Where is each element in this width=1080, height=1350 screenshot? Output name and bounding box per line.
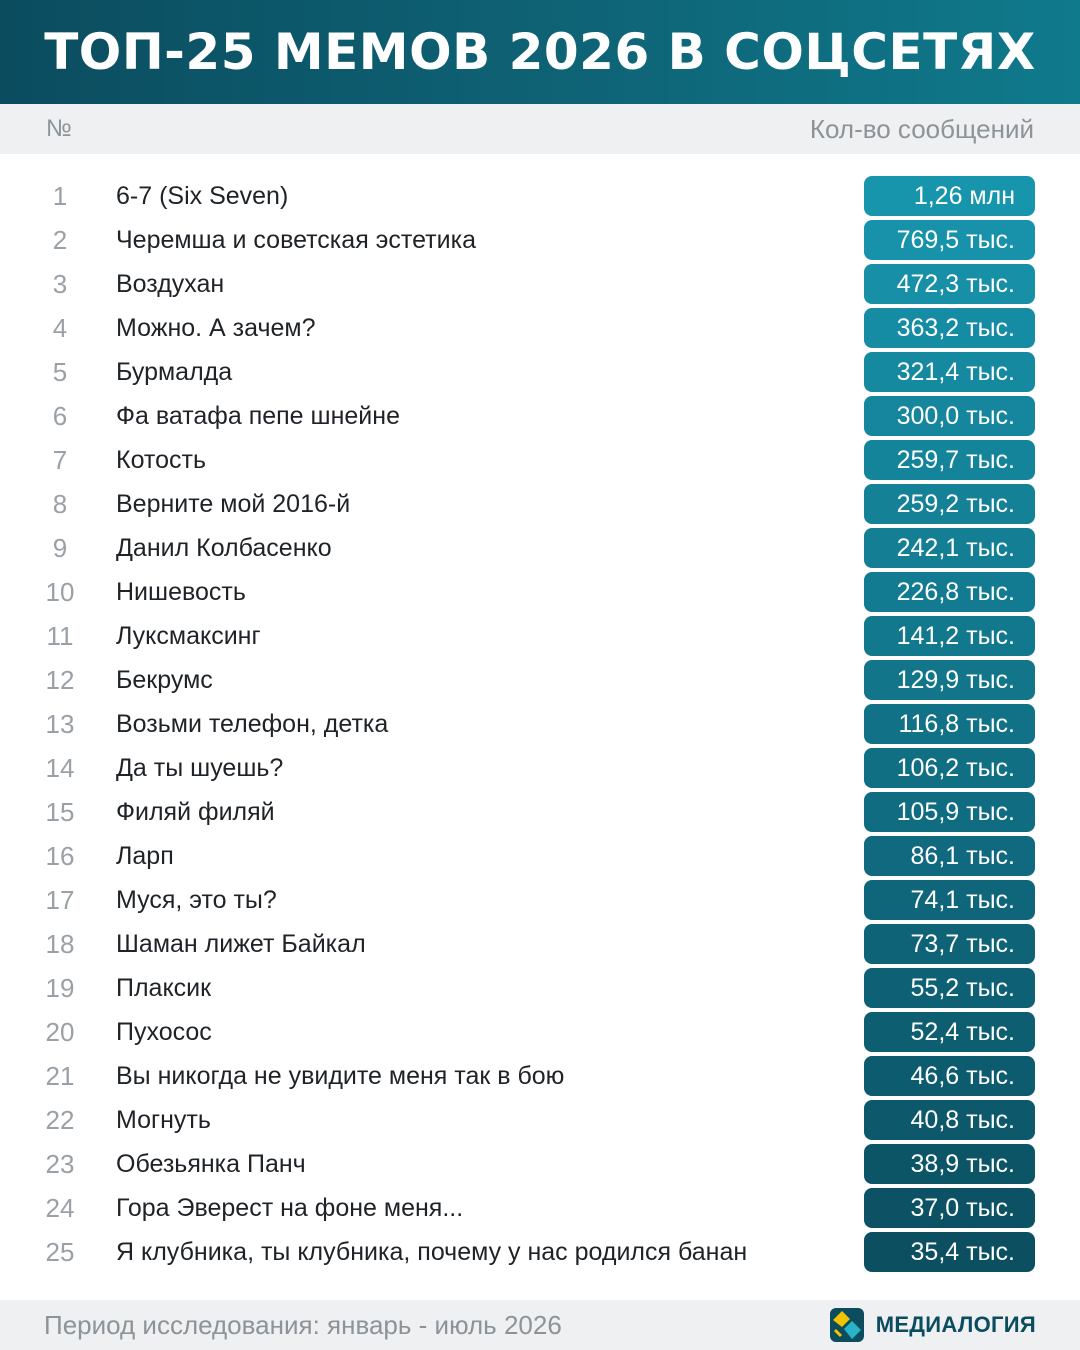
message-count-badge: 242,1 тыс. <box>864 528 1035 568</box>
row-rank: 19 <box>45 973 75 1003</box>
message-count-badge: 321,4 тыс. <box>864 352 1035 392</box>
message-count-badge: 40,8 тыс. <box>864 1100 1035 1140</box>
message-count-badge: 86,1 тыс. <box>864 836 1035 876</box>
table-row <box>0 660 1080 700</box>
message-count-badge: 141,2 тыс. <box>864 616 1035 656</box>
row-rank: 23 <box>45 1149 75 1179</box>
table-row <box>0 748 1080 788</box>
row-rank: 13 <box>45 709 75 739</box>
message-count-badge: 129,9 тыс. <box>864 660 1035 700</box>
meme-name: Можно. А зачем? <box>116 314 316 342</box>
meme-name: Фа ватафа пепе шнейне <box>116 402 400 430</box>
row-rank: 8 <box>52 489 68 519</box>
table-row <box>0 484 1080 524</box>
table-row <box>0 572 1080 612</box>
value-column-header: Кол-во сообщений <box>809 114 1034 144</box>
table-row <box>0 440 1080 480</box>
meme-name: Бурмалда <box>116 358 233 386</box>
row-rank: 1 <box>52 181 68 211</box>
meme-name: Черемша и советская эстетика <box>116 226 476 254</box>
row-rank: 11 <box>46 621 74 651</box>
meme-name: Я клубника, ты клубника, почему у нас родился банан <box>116 1238 748 1266</box>
meme-name: Да ты шуешь? <box>116 754 284 782</box>
meme-name: Пухосос <box>116 1018 212 1046</box>
table-row <box>0 396 1080 436</box>
brand <box>830 1300 1036 1350</box>
meme-name: Воздухан <box>116 270 225 298</box>
meme-name: Вы никогда не увидите меня так в бою <box>116 1062 565 1090</box>
row-rank: 7 <box>52 445 68 475</box>
message-count-badge: 35,4 тыс. <box>864 1232 1035 1272</box>
message-count-badge: 74,1 тыс. <box>864 880 1035 920</box>
meme-name: Верните мой 2016-й <box>116 490 351 518</box>
row-rank: 18 <box>45 929 75 959</box>
meme-name: Муся, это ты? <box>116 886 277 914</box>
table-header <box>0 104 1080 154</box>
row-rank: 20 <box>45 1017 75 1047</box>
row-rank: 4 <box>52 313 68 343</box>
meme-name: 6-7 (Six Seven) <box>116 182 289 210</box>
row-rank: 17 <box>45 885 75 915</box>
row-rank: 16 <box>45 841 75 871</box>
row-rank: 14 <box>45 753 75 783</box>
meme-name: Могнуть <box>116 1106 211 1134</box>
meme-name: Данил Колбасенко <box>116 534 332 562</box>
table-row <box>0 1232 1080 1272</box>
row-rank: 25 <box>45 1237 75 1267</box>
message-count-badge: 37,0 тыс. <box>864 1188 1035 1228</box>
table-row <box>0 352 1080 392</box>
table-row <box>0 308 1080 348</box>
message-count-badge: 116,8 тыс. <box>864 704 1035 744</box>
table-row <box>0 836 1080 876</box>
message-count-badge: 73,7 тыс. <box>864 924 1035 964</box>
meme-name: Нишевость <box>116 578 246 606</box>
research-period: Период исследования: январь - июль 2026 <box>44 1310 562 1340</box>
message-count-badge: 769,5 тыс. <box>864 220 1035 260</box>
row-rank: 12 <box>45 665 75 695</box>
row-rank: 15 <box>45 797 75 827</box>
message-count-badge: 38,9 тыс. <box>864 1144 1035 1184</box>
meme-name: Луксмаксинг <box>116 622 261 650</box>
table-row <box>0 880 1080 920</box>
page-title: ТОП-25 МЕМОВ 2026 В СОЦСЕТЯХ <box>44 23 1036 81</box>
row-rank: 6 <box>52 401 68 431</box>
meme-name: Ларп <box>116 842 174 870</box>
meme-name: Гора Эверест на фоне меня... <box>116 1194 464 1222</box>
row-rank: 10 <box>45 577 75 607</box>
row-rank: 2 <box>52 225 68 255</box>
brand-name: МЕДИАЛОГИЯ <box>875 1312 1036 1337</box>
message-count-badge: 363,2 тыс. <box>864 308 1035 348</box>
table-row <box>0 528 1080 568</box>
row-rank: 24 <box>45 1193 75 1223</box>
message-count-badge: 106,2 тыс. <box>864 748 1035 788</box>
message-count-badge: 55,2 тыс. <box>864 968 1035 1008</box>
message-count-badge: 472,3 тыс. <box>864 264 1035 304</box>
table-row <box>0 1144 1080 1184</box>
message-count-badge: 259,2 тыс. <box>864 484 1035 524</box>
table-row <box>0 1188 1080 1228</box>
meme-name: Возьми телефон, детка <box>116 710 389 738</box>
table-row <box>0 264 1080 304</box>
message-count-badge: 300,0 тыс. <box>864 396 1035 436</box>
message-count-badge: 52,4 тыс. <box>864 1012 1035 1052</box>
meme-name: Филяй филяй <box>116 798 275 826</box>
meme-name: Котость <box>116 446 206 474</box>
table-row <box>0 1100 1080 1140</box>
table-row <box>0 616 1080 656</box>
medialogia-logo-icon <box>830 1308 864 1342</box>
row-rank: 9 <box>52 533 68 563</box>
table-row <box>0 176 1080 216</box>
message-count-badge: 46,6 тыс. <box>864 1056 1035 1096</box>
message-count-badge: 105,9 тыс. <box>864 792 1035 832</box>
table-row <box>0 704 1080 744</box>
footer <box>0 1300 1080 1350</box>
message-count-badge: 259,7 тыс. <box>864 440 1035 480</box>
meme-name: Обезьянка Панч <box>116 1150 306 1178</box>
table-row <box>0 1012 1080 1052</box>
table-row <box>0 968 1080 1008</box>
row-rank: 21 <box>45 1061 75 1091</box>
meme-name: Шаман лижет Байкал <box>116 930 366 958</box>
title-bar <box>0 0 1080 104</box>
rank-column-header: № <box>46 115 72 142</box>
message-count-badge: 1,26 млн <box>864 176 1035 216</box>
table-row <box>0 220 1080 260</box>
row-rank: 3 <box>52 269 68 299</box>
row-rank: 22 <box>45 1105 75 1135</box>
row-rank: 5 <box>52 357 68 387</box>
message-count-badge: 226,8 тыс. <box>864 572 1035 612</box>
table-row <box>0 924 1080 964</box>
table-row <box>0 792 1080 832</box>
meme-name: Плаксик <box>116 974 212 1002</box>
meme-name: Бекрумс <box>116 666 213 694</box>
table-row <box>0 1056 1080 1096</box>
